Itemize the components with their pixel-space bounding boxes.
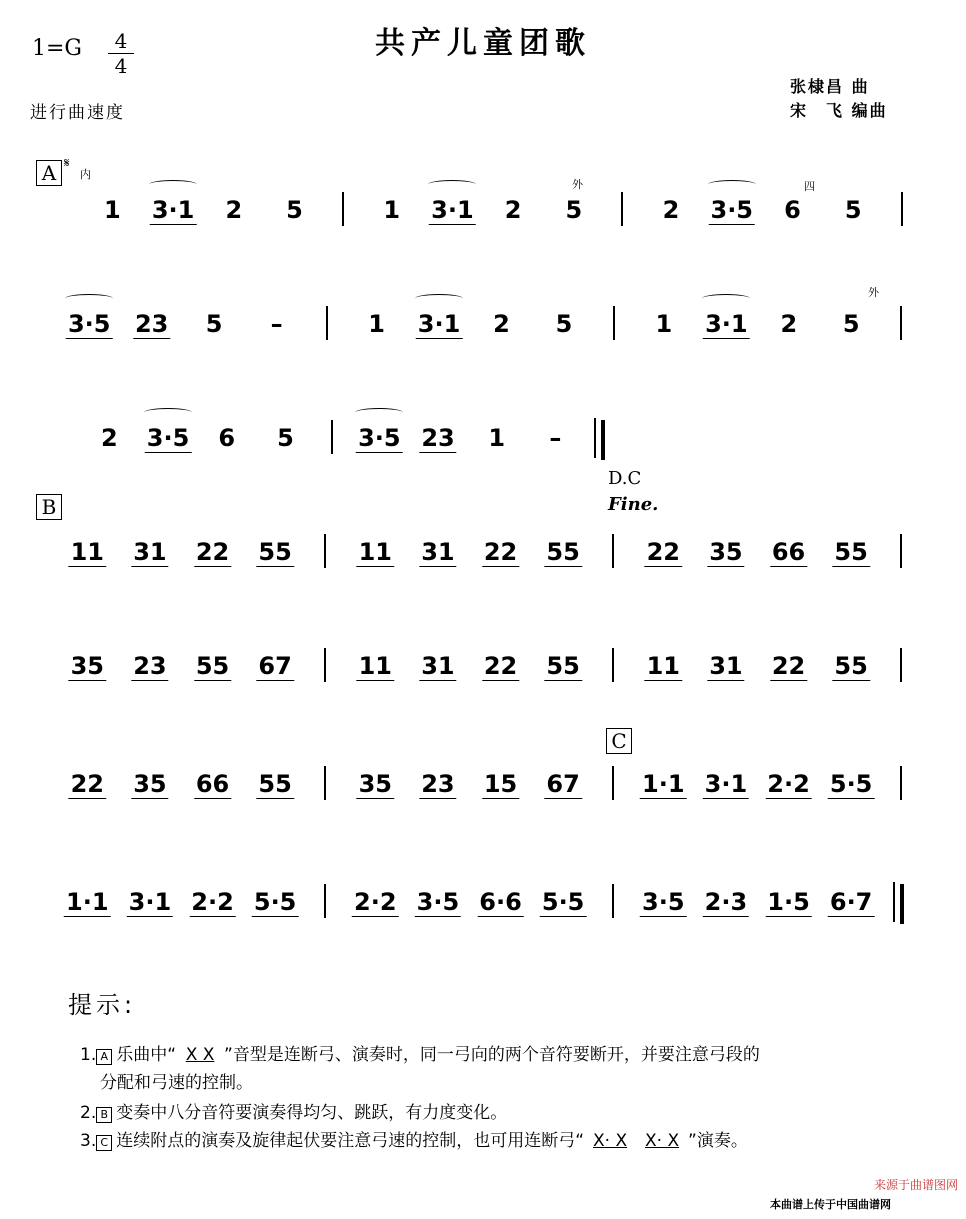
note: 3·1 — [431, 196, 474, 224]
barline — [612, 884, 614, 918]
note: 55 — [834, 652, 868, 680]
barline — [612, 766, 614, 800]
barline — [324, 766, 326, 800]
note: 11 — [358, 538, 392, 566]
arranger-credit: 宋 飞 编曲 — [790, 101, 888, 120]
slur — [355, 408, 403, 417]
note: 31 — [709, 652, 743, 680]
tip-1-pattern: X X — [185, 1045, 215, 1065]
note: 5 — [555, 310, 573, 338]
note: 3·5 — [642, 888, 685, 916]
note: 22 — [646, 538, 680, 566]
note: 5 — [286, 196, 303, 224]
tip-3-box: C — [96, 1135, 112, 1151]
slur — [144, 408, 192, 417]
note: 3·5 — [416, 888, 460, 916]
note: 1·5 — [767, 888, 810, 916]
barline — [900, 534, 902, 568]
tips-heading: 提示: — [68, 991, 137, 1019]
note: 35 — [358, 770, 392, 798]
fingering-four: 四 — [804, 180, 815, 193]
note: 6·6 — [479, 888, 522, 916]
note: 3·5 — [67, 310, 111, 338]
barline — [612, 648, 614, 682]
note: 31 — [421, 652, 455, 680]
note: 35 — [133, 770, 167, 798]
tip-2-text: 变奏中八分音符要演奏得均匀、跳跃，有力度变化。 — [116, 1103, 508, 1123]
tip-1-b: ”音型是连断弓、演奏时，同一弓向的两个音符要断开，并要注意弓段的 — [224, 1045, 760, 1065]
note: 1 — [488, 424, 506, 452]
section-mark-a: A — [36, 160, 62, 186]
slur — [702, 294, 750, 303]
slur — [428, 180, 476, 189]
tip-1-box: A — [96, 1049, 112, 1065]
note: 55 — [546, 538, 580, 566]
tip-1-a: 乐曲中“ — [116, 1045, 177, 1065]
note: 2·3 — [704, 888, 748, 916]
barline — [324, 648, 326, 682]
composer-credit: 张棣昌 曲 — [790, 77, 870, 96]
note: 35 — [70, 652, 104, 680]
note: 5 — [205, 310, 223, 338]
tip-3-pattern-2: X· X — [644, 1131, 680, 1151]
footer — [770, 1196, 891, 1212]
barline — [331, 420, 333, 454]
note: 3·1 — [151, 196, 195, 224]
barline — [900, 306, 902, 340]
slur — [149, 180, 197, 189]
note: 22 — [483, 652, 518, 680]
segno-icon: 𝄋 — [64, 156, 70, 171]
barline — [612, 534, 614, 568]
note: 1·1 — [642, 770, 685, 798]
footer-text: 本曲谱上传于 — [770, 1198, 836, 1211]
tip-3-b: ”演奏。 — [688, 1131, 748, 1151]
key-signature: 1=G — [32, 36, 83, 61]
tip-2-box: B — [96, 1107, 112, 1123]
note: 3·5 — [358, 424, 401, 452]
dc-marker: D.C — [608, 468, 642, 489]
note: 31 — [421, 538, 455, 566]
note: 11 — [70, 538, 104, 566]
tip-3 — [80, 1126, 748, 1151]
note: 66 — [195, 770, 230, 798]
note: 2 — [493, 310, 510, 338]
note: 55 — [546, 652, 580, 680]
note: 1·1 — [66, 888, 109, 916]
note: 5·5 — [829, 770, 873, 798]
fine-marker: Fine. — [608, 494, 659, 515]
barline — [900, 766, 902, 800]
tempo-marking: 进行曲速度 — [30, 103, 125, 123]
barline — [900, 648, 902, 682]
fingering-outer-2: 外 — [868, 286, 879, 299]
note: 23 — [134, 310, 169, 338]
note: 2 — [100, 424, 118, 452]
note: 3·1 — [704, 770, 748, 798]
barline — [324, 884, 326, 918]
slur — [65, 294, 113, 303]
note: 35 — [709, 538, 743, 566]
note: 67 — [546, 770, 580, 798]
note: 3·5 — [710, 196, 754, 224]
note: 23 — [133, 652, 167, 680]
note: 6 — [784, 196, 801, 224]
section-mark-b: B — [36, 494, 62, 520]
note: 66 — [771, 538, 806, 566]
barline — [326, 306, 328, 340]
time-top: 4 — [114, 29, 128, 53]
note: 2·2 — [354, 888, 397, 916]
note: 5 — [565, 196, 583, 224]
barline-thin — [594, 418, 596, 458]
note: 2 — [662, 196, 680, 224]
tip-3-a: 连续附点的演奏及旋律起伏要注意弓速的控制，也可用连断弓“ — [116, 1131, 585, 1151]
note: 5 — [277, 424, 294, 452]
footer-site: 中国曲谱网 — [836, 1198, 891, 1211]
note: 2 — [780, 310, 798, 338]
note: 2·2 — [191, 888, 234, 916]
page-title: 共产儿童团歌 — [375, 26, 591, 61]
note: 1 — [655, 310, 673, 338]
note: 22 — [70, 770, 104, 798]
note: 55 — [258, 770, 292, 798]
final-barline — [900, 884, 904, 924]
slur — [415, 294, 463, 303]
note: 22 — [195, 538, 230, 566]
section-mark-c: C — [606, 728, 632, 754]
note: 1 — [104, 196, 121, 224]
note: 2·2 — [767, 770, 810, 798]
barline — [621, 192, 623, 226]
barline — [342, 192, 344, 226]
note: – — [270, 310, 283, 338]
barline-thin — [893, 882, 895, 922]
note: 11 — [358, 652, 392, 680]
note: 5·5 — [253, 888, 297, 916]
note: 5·5 — [541, 888, 585, 916]
note: 3·1 — [705, 310, 748, 338]
note: 31 — [133, 538, 167, 566]
final-barline — [601, 420, 605, 460]
fingering-outer: 外 — [572, 178, 583, 191]
tip-3-pattern-1: X· X — [592, 1131, 628, 1151]
note: 22 — [771, 652, 806, 680]
note: 11 — [646, 652, 680, 680]
note: 3·1 — [417, 310, 461, 338]
tip-1-number: 1. — [80, 1045, 97, 1065]
time-signature — [108, 30, 134, 77]
note: 23 — [421, 424, 455, 452]
tip-2-number: 2. — [80, 1103, 97, 1123]
inner-string-label: 内 — [80, 168, 91, 181]
note: 1 — [368, 310, 385, 338]
note: 2 — [504, 196, 522, 224]
barline — [901, 192, 903, 226]
note: 15 — [483, 770, 518, 798]
note: 6·7 — [829, 888, 873, 916]
note: 55 — [195, 652, 230, 680]
note: 3·1 — [128, 888, 172, 916]
tip-1 — [80, 1040, 760, 1065]
barline — [324, 534, 326, 568]
tip-3-number: 3. — [80, 1131, 97, 1151]
note: 23 — [421, 770, 455, 798]
time-bottom: 4 — [114, 54, 128, 78]
note: 55 — [258, 538, 292, 566]
watermark: 来源于曲谱图网 — [873, 1178, 958, 1192]
note: 67 — [258, 652, 292, 680]
note: 5 — [842, 310, 860, 338]
note: 22 — [483, 538, 518, 566]
barline — [613, 306, 615, 340]
note: – — [549, 424, 562, 452]
note: 3·5 — [146, 424, 190, 452]
note: 5 — [844, 196, 862, 224]
note: 2 — [225, 196, 243, 224]
slur — [708, 180, 756, 189]
note: 6 — [218, 424, 236, 452]
tip-1-cont: 分配和弓速的控制。 — [100, 1073, 253, 1093]
tip-2 — [80, 1098, 507, 1123]
note: 1 — [383, 196, 401, 224]
note: 55 — [834, 538, 868, 566]
